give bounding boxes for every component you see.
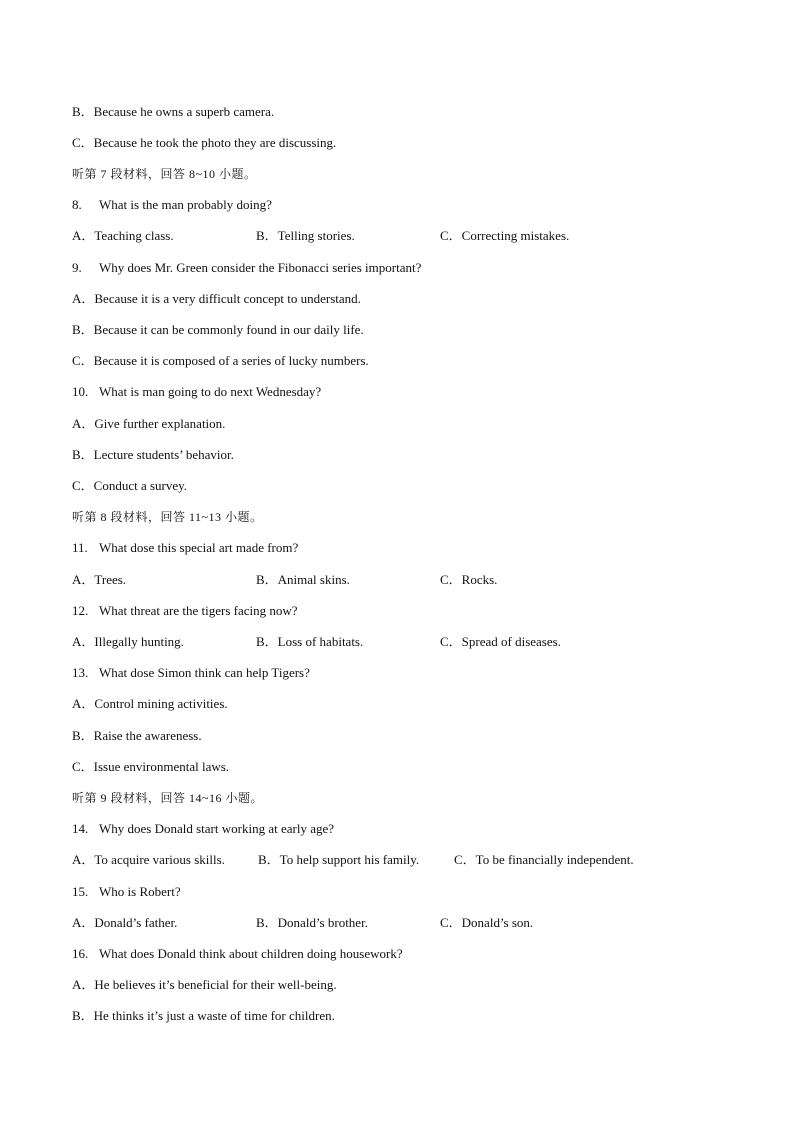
option-9a: A．Because it is a very difficult concept to understand. bbox=[72, 291, 361, 306]
option-10b: B．Lecture students’ behavior. bbox=[72, 447, 234, 462]
question-14 bbox=[72, 819, 334, 839]
question-text: Why does Mr. Green consider the Fibonacci series important? bbox=[99, 260, 422, 275]
options-row-11 bbox=[72, 570, 672, 590]
option-15a: A．Donald’s father. bbox=[72, 915, 178, 930]
option-11a: A．Trees. bbox=[72, 572, 127, 587]
question-15 bbox=[72, 882, 181, 902]
options-row-12 bbox=[72, 632, 672, 652]
option-8b: B．Telling stories. bbox=[256, 228, 355, 243]
options-row-15 bbox=[72, 913, 672, 933]
question-10 bbox=[72, 382, 321, 402]
option-14a: A．To acquire various skills. bbox=[72, 852, 225, 867]
question-number: 16. bbox=[72, 946, 89, 961]
option-13b: B．Raise the awareness. bbox=[72, 728, 202, 743]
question-9 bbox=[72, 258, 421, 278]
option-7b: B．Because he owns a superb camera. bbox=[72, 104, 275, 119]
question-text: What is the man probably doing? bbox=[99, 197, 272, 212]
options-row-8 bbox=[72, 226, 672, 246]
option-11c: C．Rocks. bbox=[440, 572, 498, 587]
question-16 bbox=[72, 944, 403, 964]
options-row-14 bbox=[72, 850, 712, 870]
question-number: 11. bbox=[72, 540, 88, 555]
question-8 bbox=[72, 195, 272, 215]
question-13 bbox=[72, 663, 310, 683]
question-number: 9. bbox=[72, 260, 82, 275]
option-9b: B．Because it can be commonly found in our daily life. bbox=[72, 322, 364, 337]
question-12 bbox=[72, 601, 298, 621]
question-number: 13. bbox=[72, 665, 89, 680]
question-text: What does Donald think about children doing housework? bbox=[99, 946, 403, 961]
section-header-9: 听第 9 段材料，回答 14~16 小题。 bbox=[72, 791, 263, 805]
option-15c: C．Donald’s son. bbox=[440, 915, 534, 930]
option-13a: A．Control mining activities. bbox=[72, 696, 228, 711]
option-16b: B．He thinks it’s just a waste of time for children. bbox=[72, 1008, 335, 1023]
option-12b: B．Loss of habitats. bbox=[256, 634, 364, 649]
question-number: 10. bbox=[72, 384, 89, 399]
option-10a: A．Give further explanation. bbox=[72, 416, 226, 431]
option-12c: C．Spread of diseases. bbox=[440, 634, 561, 649]
option-14c: C．To be financially independent. bbox=[454, 852, 634, 867]
question-text: What dose this special art made from? bbox=[99, 540, 299, 555]
option-9c: C．Because it is composed of a series of lucky numbers. bbox=[72, 353, 369, 368]
option-8a: A．Teaching class. bbox=[72, 228, 174, 243]
option-10c: C．Conduct a survey. bbox=[72, 478, 188, 493]
option-15b: B．Donald’s brother. bbox=[256, 915, 368, 930]
question-number: 8. bbox=[72, 197, 82, 212]
question-text: Why does Donald start working at early age? bbox=[99, 821, 335, 836]
question-number: 12. bbox=[72, 603, 89, 618]
question-text: What dose Simon think can help Tigers? bbox=[99, 665, 310, 680]
option-16a: A．He believes it’s beneficial for their well-being. bbox=[72, 977, 337, 992]
question-text: What is man going to do next Wednesday? bbox=[99, 384, 322, 399]
option-7c: C．Because he took the photo they are discussing. bbox=[72, 135, 337, 150]
option-14b: B．To help support his family. bbox=[258, 852, 420, 867]
option-13c: C．Issue environmental laws. bbox=[72, 759, 230, 774]
question-number: 14. bbox=[72, 821, 89, 836]
question-text: What threat are the tigers facing now? bbox=[99, 603, 298, 618]
section-header-8: 听第 8 段材料，回答 11~13 小题。 bbox=[72, 510, 263, 524]
option-11b: B．Animal skins. bbox=[256, 572, 350, 587]
section-header-7: 听第 7 段材料，回答 8~10 小题。 bbox=[72, 167, 257, 181]
option-12a: A．Illegally hunting. bbox=[72, 634, 184, 649]
question-text: Who is Robert? bbox=[99, 884, 181, 899]
question-number: 15. bbox=[72, 884, 89, 899]
option-8c: C．Correcting mistakes. bbox=[440, 228, 570, 243]
question-11 bbox=[72, 538, 298, 558]
